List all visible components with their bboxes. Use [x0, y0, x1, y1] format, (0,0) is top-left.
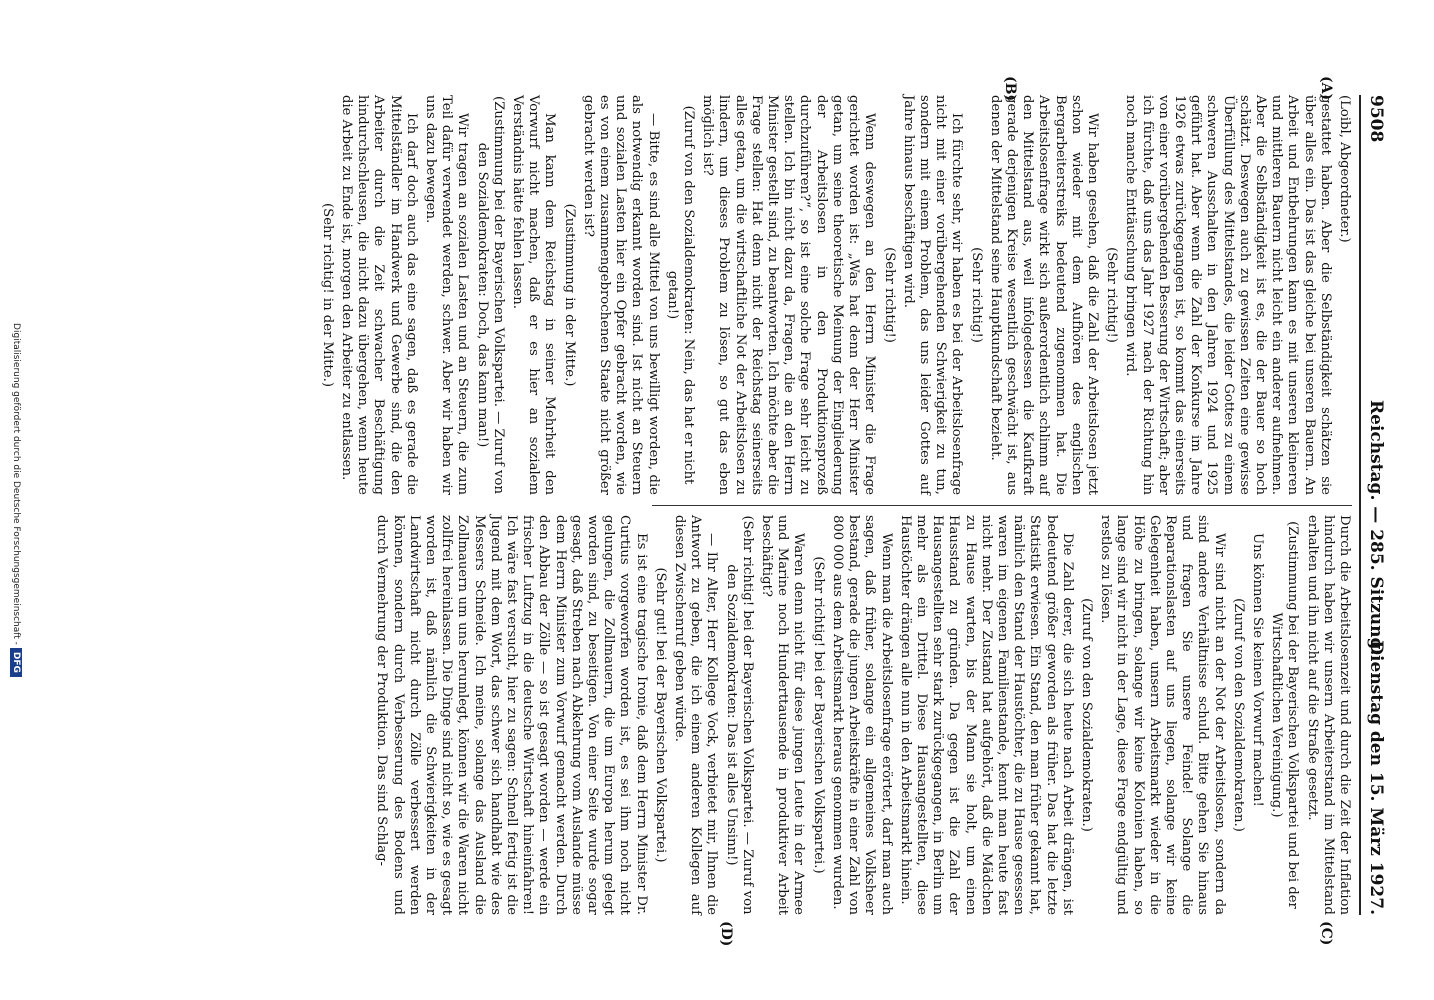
- paragraph: Wir tragen an sozialen Lasten und an Steuern, die zum Teil dafür verwendet werden, schwer. Aber wir haben wir uns dazu bewegen.: [423, 95, 471, 495]
- interjection: (Sehr gut! bei der Bayerischen Volkspartei.): [652, 567, 668, 863]
- paragraph: Waren denn nicht für diese jungen Leute in der Armee und Marine noch Hunderttausende in produktiver Arbeit beschäftigt?: [759, 515, 807, 915]
- interjection: (Sehr richtig!): [881, 247, 897, 343]
- paragraph: Uns können Sie keinen Vorwurf machen!: [1249, 533, 1265, 807]
- page-title: Reichstag. — 285. Sitzung.: [1366, 400, 1386, 656]
- margin-mark-c: (C): [1318, 921, 1334, 946]
- paragraph: Es ist eine tragische Ironie, daß dem Herrn Minister Dr. Curtius vorgeworfen worden ist, es sei ihm noch nicht gelungen, die Zollmauern, die um Europa herum gelegt worden sind, zu beseitigen. Von einer Seite wurde sogar gesagt, daß Streben nach Abkehrung vom Auslande müsse dem Herrn Minister zum Vorwurf gemacht werden. Durch den Abbau der Zölle — so ist gesagt worden — werde ein frischer Luftzug in die deutsche Wirtschaft hineinfahren! Ich wäre fast versucht, hier zu sagen: Schnell fertig ist die Jugend mit dem Wort, das schwer sich handhabt wie des Messers Schneide. Ich meine, solange das Ausland die Zollmauern um uns herumlegt, können wir die Waren nicht zollfrei hereinlassen. Die Dinge sind nicht so, wie es gesagt worden ist, daß nämlich die Schwierigkeiten in der Landwirtschaft nicht durch Zölle verbessert werden können, sondern durch Verbesserung des Bodens und durch Vermehrung der Produktion. Das sind Schlag-: [374, 515, 649, 915]
- interjection: (Zuruf von den Sozialdemokraten: Nein, das hat er nicht getan!): [664, 105, 697, 485]
- interjection: (Zustimmung bei der Bayerischen Volkspartei und bei der Wirtschaftlichen Vereinigung.): [1269, 521, 1301, 909]
- paragraph: Durch die Arbeitslosenzeit und durch die Zeit der Inflation hindurch haben wir unsern Arbeiterstand im Mittelstand erhalten und ihn nicht auf die Straße gesetzt.: [1304, 515, 1352, 915]
- paragraph: gestattet haben. Aber die Selbständigkeit schätzen sie über alles ein. Das ist das gleiche bei unseren Bauern. An Arbeit und Entbehrungen kann es mit unseren kleineren und mittleren Bauern nicht leicht ein anderer aufnehmen. Aber die Selbständigkeit ist es, die der Bauer so hoch schätzt. Deswegen auch zu gewissen Zeiten eine gewisse Überfüllung des Mittelstandes, die leider Gottes zu einem schweren Ausschalten in den Jahren 1924 und 1925 geführt hat. Aber wenn die Zahl der Konkurse im Jahre 1926 etwas zurückgegangen ist, so kommt das einerseits von einer vorübergehenden Besserung der Wirtschaft; aber ich fürchte, daß uns das Jahr 1927 nach der Richtung hin noch manche Enttäuschung bringen wird.: [1123, 95, 1333, 495]
- paragraph: Wenn man die Arbeitslosenfrage erörtert, darf man auch sagen, daß früher, solange ein allgemeines Volksheer bestand, gerade die jungen Arbeitskräfte in einer Zahl von 800 000 aus dem Arbeitsmarkt heraus genommen wurden.: [829, 515, 894, 915]
- page-header: [1360, 95, 1386, 915]
- paragraph: Wenn deswegen an den Herrn Minister die Frage gerichtet worden ist: „Was hat denn der Herr Minister getan, um seine theoretische Meinung der Eingliederung der Arbeitslosen in den Produktionsprozeß durchzuführen?“, so ist eine solche Frage sehr leicht zu stellen. Ich bin nicht dazu da, Fragen, die an den Herrn Minister gestellt sind, zu beantworten. Ich möchte aber die Frage stellen: Hat denn nicht der Reichstag seinerseits alles getan, um die wirtschaftliche Not der Arbeitslosen zu lindern, um dieses Problem zu lösen, so gut das eben möglich ist?: [700, 95, 878, 495]
- paragraph: Wir haben gesehen, daß die Zahl der Arbeitslosen jetzt schon wieder mit dem Aufhören des englischen Bergarbeiterstreiks bedeutend zugenommen hat. Die Arbeitslosenfrage wirkt sich außerordentlich schlimm auf den Mittelstand aus, weil infolgedessen die Kaufkraft gerade derjenigen Kreise wesentlich geschwächt ist, aus denen der Mittelstand seine Hauptkundschaft bezieht.: [987, 95, 1100, 495]
- margin-mark-d: (D): [718, 921, 734, 947]
- paragraph: Ich fürchte sehr, wir haben es bei der Arbeitslosenfrage nicht mit einer vorübergehenden Schwierigkeit zu tun, sondern mit einem Problem, das uns leider Gottes auf Jahre hinaus beschäftigen wird.: [900, 95, 965, 495]
- header-rule: [1359, 95, 1361, 915]
- left-column: [316, 95, 1352, 495]
- right-column: [370, 515, 1352, 915]
- interjection: (Zustimmung in der Mitte.): [561, 203, 577, 387]
- interjection: (Zustimmung bei der Bayerischen Volkspartei. — Zuruf von den Sozialdemokraten: Doch, das kann man!): [474, 96, 506, 494]
- interjection: (Sehr richtig! in der Mitte.): [319, 203, 335, 387]
- interjection: (Zuruf von den Sozialdemokraten.): [1230, 598, 1246, 832]
- footer-text: Digitalisierung gefördert durch die Deutsche Forschungsgemeinschaft -: [11, 323, 21, 645]
- interjection: (Zuruf von den Sozialdemokraten.): [1078, 598, 1094, 832]
- margin-mark-a: (A): [1318, 76, 1334, 101]
- interjection: (Sehr richtig! bei der Bayerischen Volkspartei.): [810, 556, 826, 874]
- paragraph: Wir sind nicht an der Not der Arbeitslosen, sondern da sind andere Verhältnisse schuld. Bitte gehen Sie hinaus und fragen Sie unsere Feinde! Solange die Reparationslasten auf uns liegen, solange wir keine Gelegenheit haben, unsern Arbeitsmarkt wieder in die Höhe zu bringen, solange wir keine Kolonien haben, so lange sind wir nicht in der Lage, diese Frage endgültig und restlos zu lösen.: [1098, 515, 1227, 915]
- session-date: Dienstag den 15. März 1927.: [1366, 640, 1386, 915]
- interjection: (Sehr richtig!): [1104, 247, 1120, 343]
- page-number: 9508: [1366, 95, 1386, 143]
- margin-mark-b: (B): [1002, 76, 1018, 102]
- paragraph: — Bitte, es sind alle Mittel von uns bewilligt worden, die als notwendig erkannt worden sind. Ist nicht an Steuern und sozialen Lasten hier ein Opfer gebracht worden, wie es von einem zusammengebrochenen Staate nicht größer gebracht werden ist?: [580, 95, 661, 495]
- interjection: (Sehr richtig! bei der Bayerischen Volkspartei. — Zuruf von den Sozialdemokraten: Das ist alles Unsinn!): [723, 515, 755, 915]
- paragraph: Ich darf doch auch das eine sagen, daß es gerade die Mittelständler im Handwerk und Gewerbe sind, die den Arbeiter durch die Zeit schwacher Beschäftigung hindurchschleusen, die nicht dazu übergehen, wenn heute die Arbeit zu Ende ist, morgen den Arbeiter zu entlassen.: [339, 95, 419, 495]
- speaker-line: (Loibl, Abgeordneter.): [1337, 95, 1352, 243]
- paragraph: — Ihr Alter, Herr Kollege Vock, verbietet mir, Ihnen die Antwort zu geben, die ich einem anderen Kollegen auf diesen Zwischenruf geben würde.: [672, 515, 720, 915]
- paragraph: Man kann dem Reichstag in seiner Mehrheit den Vorwurf nicht machen, daß er es hier an sozialem Verständnis hätte fehlen lassen.: [510, 95, 558, 495]
- column-divider: [652, 505, 1352, 506]
- paragraph: Die Zahl derer, die sich heute nach Arbeit drängen, ist bedeutend größer geworden als früher. Das hat die letzte Statistik erwiesen. Ein Stand, den man früher gekannt hat, nämlich den Stand der Haustöchter, die zu Hause gesessen waren im eigenen Familienstande, kennt man heute fast nicht mehr. Der Zustand hat aufgehört, daß die Mädchen zu Hause warten, bis der Mann sie holt, um einen Hausstand zu gründen. Da gegen ist die Zahl der Hausangestellten sehr stark zurückgegangen, in Berlin um mehr als ein Drittel. Diese Hausangestellten, diese Haustöchter drängen alle nun in den Arbeitsmarkt hinein.: [897, 515, 1075, 915]
- dfg-logo: DFG: [10, 648, 22, 677]
- interjection: (Sehr richtig!): [968, 247, 984, 343]
- digitization-footer: [10, 0, 22, 1000]
